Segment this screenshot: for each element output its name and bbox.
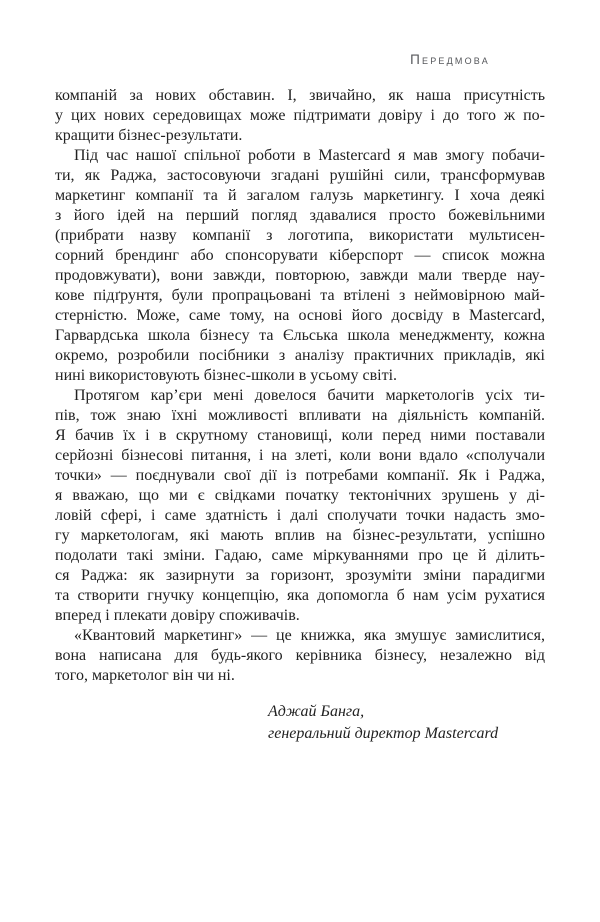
text-line: ловій сфері, і саме здатність і далі сполучати точки надасть змо- [55, 507, 545, 524]
text-line: (прибрати назву компанії з логотипа, використати мультисен- [55, 227, 545, 244]
text-line: Протягом кар’єри мені довелося бачити маркетологів усіх ти- [74, 387, 545, 404]
signature [268, 701, 498, 744]
signature-name: Аджай Банга, [268, 703, 365, 720]
paragraph [55, 626, 545, 686]
text-line: сорний брендинг або спонсорувати кіберспорт — список можна [55, 247, 545, 264]
text-line: стерністю. Може, саме тому, на основі його досвіду в Mastercard, [55, 307, 545, 324]
text-line: та створити гнучку концепцію, яка допомогла б нам усім рухатися [55, 587, 545, 604]
text-line: з його ідей на перший погляд здавалися просто божевільними [55, 207, 545, 224]
paragraph [55, 146, 545, 386]
text-line: подолати такі зміни. Гадаю, саме міркуваннями про це й ділить- [55, 547, 545, 564]
text-line: Я бачив їх і в скрутному становищі, коли перед ними поставали [55, 427, 545, 444]
text-line: у цих нових середовищах може підтримати довіру і до того ж по- [55, 107, 545, 124]
text-line: точки» — поєднували свої дії із потребами компанії. Як і Раджа, [55, 467, 545, 484]
text-line: гу маркетологам, які мають вплив на бізнес-результати, успішно [55, 527, 545, 544]
text-line: кове підґрунтя, були пропрацьовані та втілені з неймовірною май- [55, 287, 545, 304]
text-line: продовжувати), вони завжди, повторюю, завжди мали тверде нау- [55, 267, 545, 284]
paragraph [55, 86, 545, 146]
text-line: нині використовують бізнес-школи в усьому світі. [55, 367, 398, 384]
text-line: ти, як Раджа, застосовуючи згадані рушійні сили, трансформував [55, 167, 545, 184]
running-head: Передмова [410, 52, 490, 67]
text-line: Гарвардська школа бізнесу та Єльська школа менеджменту, кожна [55, 327, 545, 344]
text-line: маркетинг компанії та й загалом галузь маркетингу. І хоча деякі [55, 187, 545, 204]
text-line: окремо, розробили посібники з аналізу практичних прикладів, які [55, 347, 545, 364]
body-text [55, 86, 545, 686]
text-line: Під час нашої спільної роботи в Mastercard я мав змогу побачи- [74, 147, 545, 164]
text-line: пів, тож знаю їхні можливості впливати на діяльність компаній. [55, 407, 545, 424]
text-line: ся Раджа: як зазирнути за горизонт, зрозуміти зміни парадигми [55, 567, 545, 584]
text-line: «Квантовий маркетинг» — це книжка, яка змушує замислитися, [74, 627, 545, 644]
paragraph [55, 386, 545, 626]
text-line: кращити бізнес-результати. [55, 127, 243, 144]
text-line: вона написана для будь-якого керівника бізнесу, незалежно від [55, 647, 545, 664]
text-line: серйозні бізнесові питання, і на злеті, коли вони вдало «сполучали [55, 447, 545, 464]
text-line: того, маркетолог він чи ні. [55, 667, 235, 684]
text-line: компаній за нових обставин. І, звичайно, як наша присутність [55, 87, 545, 104]
text-line: я вважаю, що ми є свідками початку тектонічних зрушень у ді- [55, 487, 545, 504]
signature-title: генеральний директор Mastercard [268, 724, 499, 742]
text-line: вперед і плекати довіру споживачів. [55, 607, 300, 624]
